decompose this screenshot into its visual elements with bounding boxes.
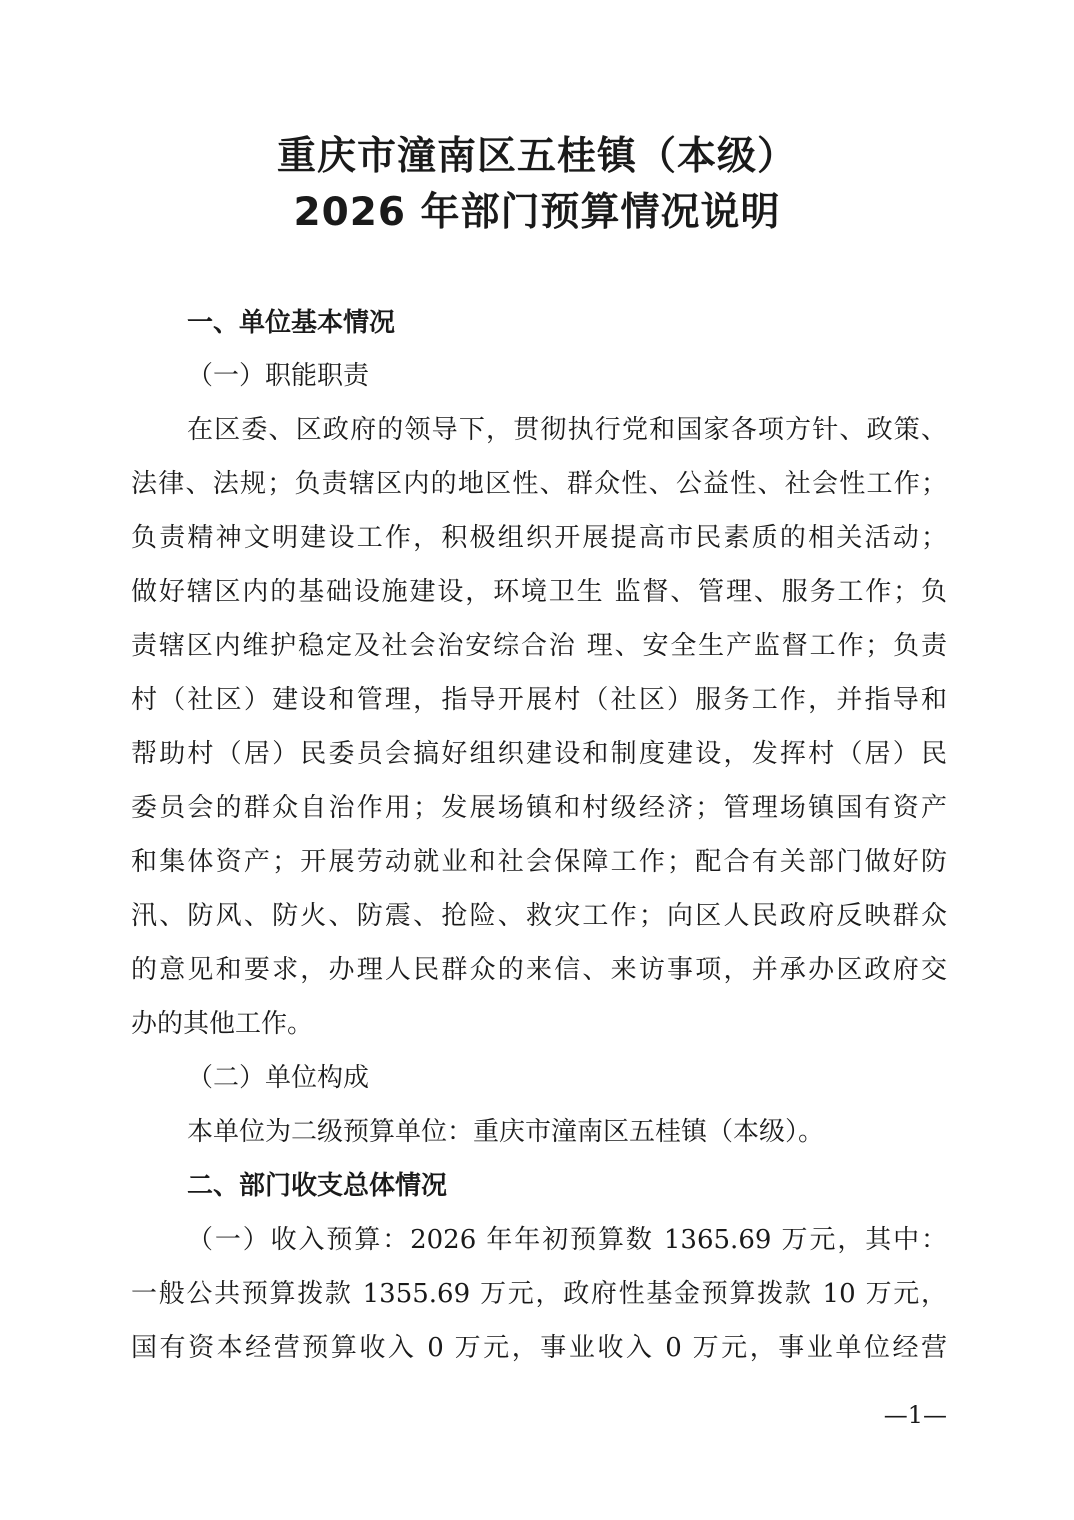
page-number: —1— bbox=[883, 1401, 947, 1429]
document-page: 重庆市潼南区五桂镇（本级） 2026 年部门预算情况说明 一、单位基本情况 （一）职能职责 在区委、区政府的领导下，贯彻执行党和国家各项方针、政策、 法律、法规；负责辖区内的地区性、群众性、公益性、社会性工作； 负责精神文明建设工作，积极组织开展提高市民素质的相关活动； 做好辖区内的基础设施建设，环境卫生 监督、管理、服务工作；负 责辖区内维护稳定及社会治安综合治 理、安全生产监督工作；负责 村（社区）建设和管理，指导开展村（社区）服务工作，并指导和 帮助村（居）民委员会搞好组织建设和制度建设，发挥村（居）民 委员会的群众自治作用；发展场镇和村级经济；管理场镇国有资产 和集体资产；开展劳动就业和社会保障工作；配合有关部门做好防 汛、防风、防火、防震、抢险、救灾工作；向区人民政府反映群众 的意见和要求，办理人民群众的来信、来访事项，并承办区政府交 办的其他工作。 （二）单位构成 本单位为二级预算单位：重庆市潼南区五桂镇（本级）。 二、部门收支总体情况 （一）收入预算：2026 年年初预算数 1365.69 万元，其中： 一般公共预算拨款 1355.69 万元，政府性基金预算拨款 10 万元， 国有资本经营预算收入 0 万元，事业收入 0 万元，事业单位经营 —1— bbox=[0, 0, 1074, 1520]
document-title-line1: 重庆市潼南区五桂镇（本级） bbox=[276, 134, 797, 179]
document-title-line2: 2026 年部门预算情况说明 bbox=[293, 190, 781, 235]
